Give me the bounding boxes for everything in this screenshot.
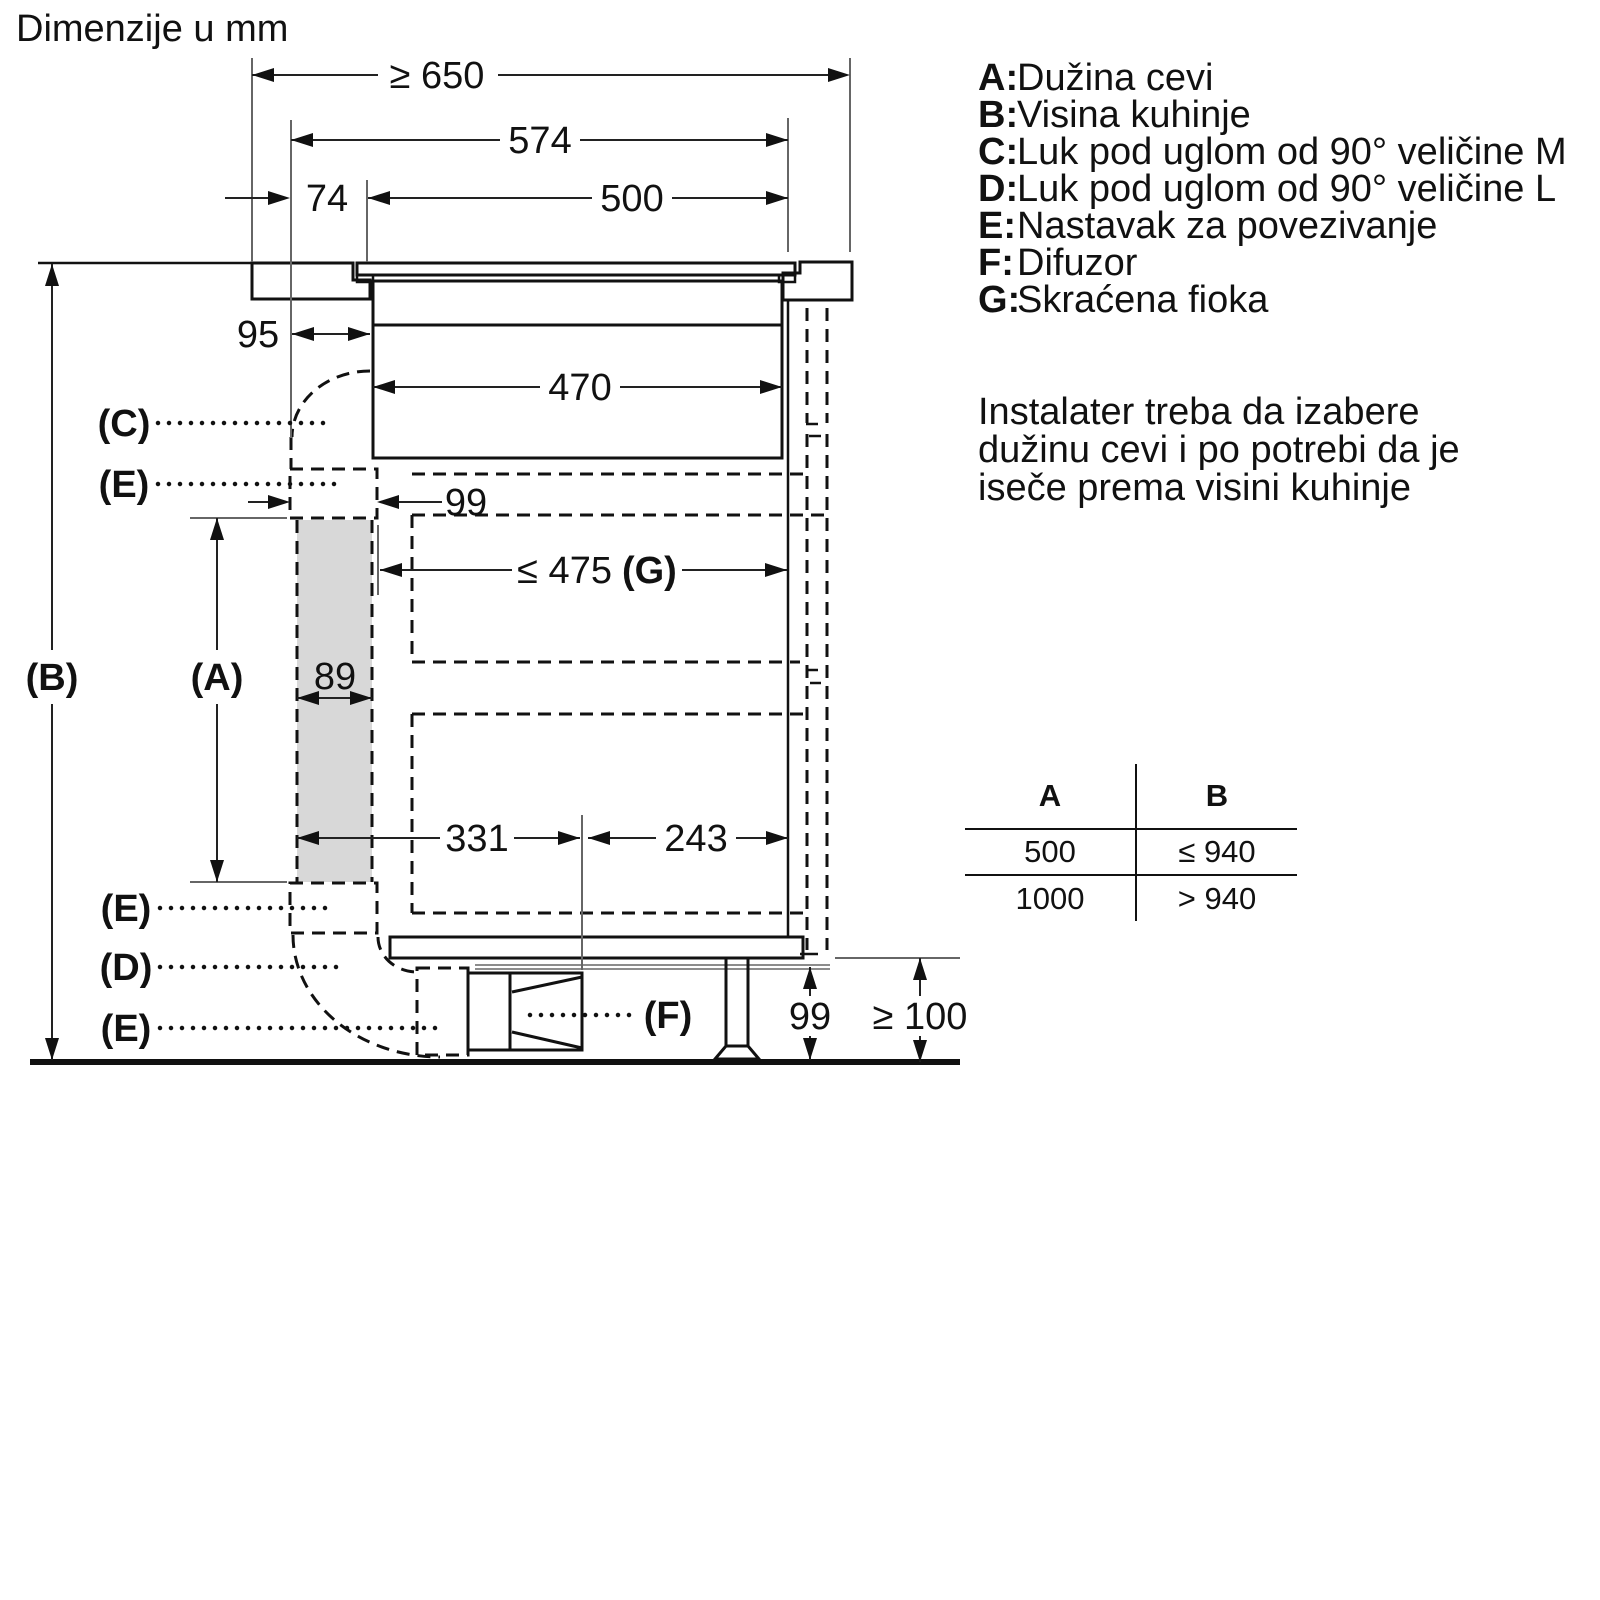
label-g: (G) [621,550,677,592]
connector-e-top [290,469,377,518]
dim-650: ≥ 650 [389,55,485,97]
diffuser-f [468,973,582,1050]
floor-line [30,1059,960,1065]
label-f: (F) [643,995,693,1037]
table-cell: > 940 [1177,880,1257,916]
dim-74: 74 [305,178,349,220]
legend-key: D: [978,168,1019,210]
installer-note: Instalater treba da izabere dužinu cevi i po potrebi da je iseče prema visini kuhinje [978,391,1460,509]
page-title: Dimenzije u mm [16,8,289,50]
dim-470: 470 [548,367,612,409]
legend-item-e [978,205,1567,247]
label-c: (C) [97,403,151,445]
hob-glass [357,263,795,275]
legend-item-c [978,131,1567,173]
legend-item-g [978,279,1567,321]
legend-key: G: [978,279,1021,321]
hob [357,263,795,458]
legend-item-b [978,94,1567,136]
legend-label: Skraćena fioka [1017,279,1269,321]
table-header-b: B [1136,764,1297,829]
dim-475: ≤ 475 [517,550,612,592]
table-cell: 1000 [965,875,1136,921]
legend-key: B: [978,94,1019,136]
table-header-row [965,764,1297,829]
dim-100: ≥ 100 [872,996,968,1038]
bend-d-inner-arc [378,937,417,972]
label-e-top: (E) [98,464,150,506]
duct-length-table [965,764,1297,921]
table-row [965,829,1297,875]
bend-c-arc [292,371,370,437]
cabinet-bottom-panel [390,937,803,958]
dim-99-connector: 99 [444,482,488,524]
legend-item-f [978,242,1567,284]
legend-label: Luk pod uglom od 90° veličine M [1017,131,1567,173]
table-cell: 500 [965,829,1136,875]
dim-95: 95 [236,314,280,356]
bend-d-outer-arc [293,935,440,1057]
legend-label: Luk pod uglom od 90° veličine L [1017,168,1557,210]
connector-e-bottom [417,968,468,1055]
legend-item-d [978,168,1567,210]
worktop-left-section [252,263,370,299]
legend-item-a [978,57,1567,99]
legend-key: F: [978,242,1014,284]
dim-331: 331 [445,818,509,860]
dim-243: 243 [664,818,728,860]
legend-key: A: [978,57,1019,99]
label-e-mid: (E) [100,888,152,930]
cabinet-leg [715,958,759,1059]
dim-574: 574 [508,120,572,162]
legend-label: Nastavak za povezivanje [1017,205,1438,247]
table-header-a: A [965,764,1136,829]
legend-label: Dužina cevi [1017,57,1214,99]
dim-99-bottom: 99 [788,996,832,1038]
legend-label: Visina kuhinje [1017,94,1251,136]
dim-500: 500 [600,178,664,220]
table-cell: ≤ 940 [1136,829,1297,875]
label-b: (B) [25,657,79,699]
legend [978,57,1567,321]
dim-89: 89 [313,656,357,698]
label-d: (D) [99,947,153,989]
dim-475-g [517,550,677,592]
leg-foot [715,1046,759,1059]
legend-label: Difuzor [1017,242,1138,284]
table-row [965,875,1297,921]
legend-key: E: [978,205,1016,247]
cabinet-right-side [788,300,827,954]
legend-key: C: [978,131,1019,173]
label-e-bottom: (E) [100,1008,152,1050]
label-a: (A) [190,657,244,699]
